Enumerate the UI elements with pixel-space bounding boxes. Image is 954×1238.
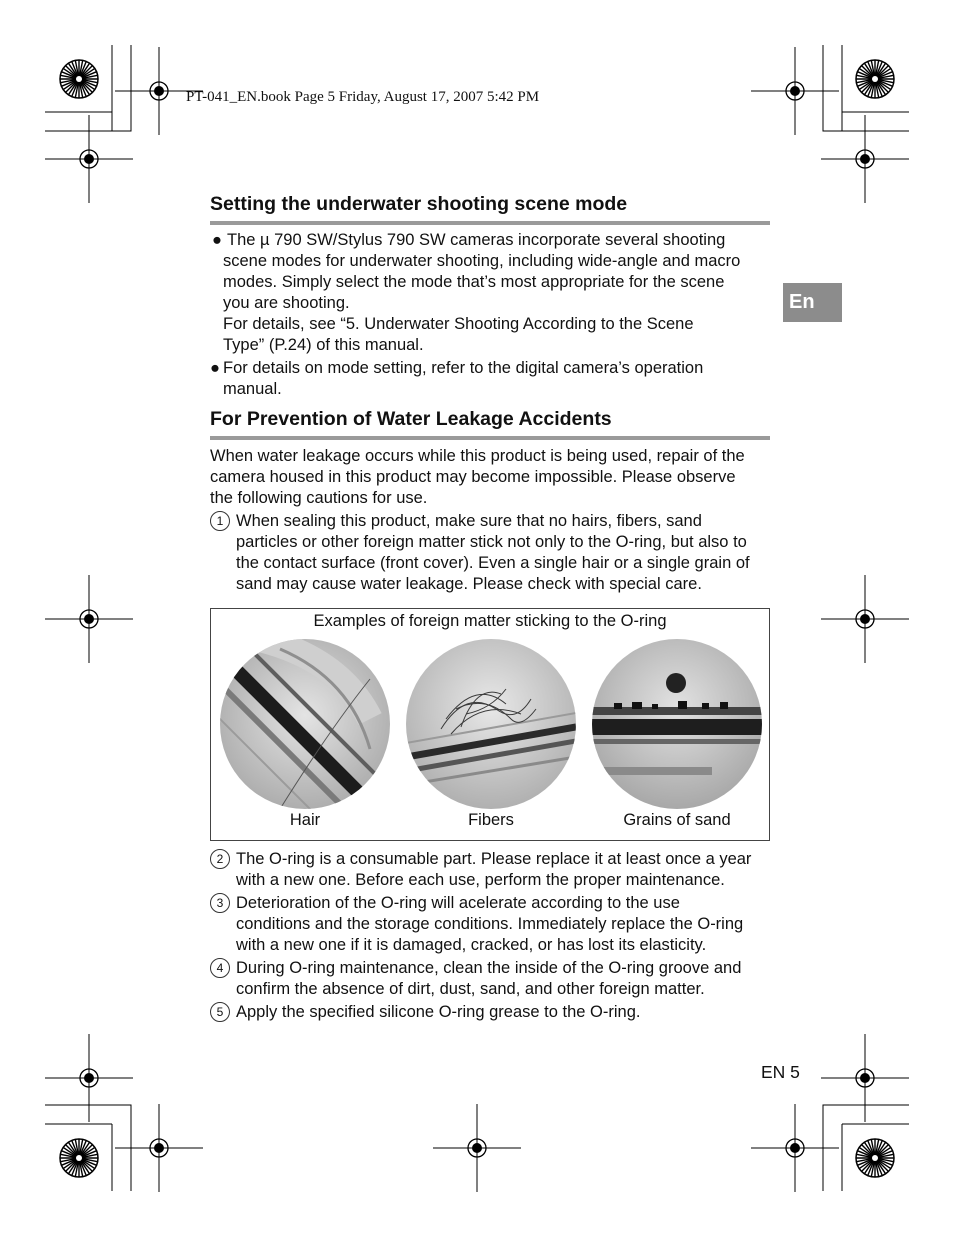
- photo-hair: [220, 639, 390, 809]
- bullet1-line1: The µ 790 SW/Stylus 790 SW cameras incorporate several shooting: [227, 231, 726, 249]
- item2-line1: The O-ring is a consumable part. Please replace it at least once a year: [236, 850, 752, 868]
- figure-foreign-matter: [210, 608, 770, 841]
- item3-line1: Deterioration of the O-ring will acelerate according to the use: [236, 894, 680, 912]
- item1-line3: the contact surface (front cover). Even a single hair or a single grain of: [236, 554, 750, 572]
- label-hair: Hair: [289, 811, 321, 829]
- section-title-scene-mode: Setting the underwater shooting scene mode: [210, 193, 628, 215]
- book-header-line: PT-041_EN.book Page 5 Friday, August 17, 2007 5:42 PM: [186, 89, 540, 105]
- label-fibers: Fibers: [468, 811, 514, 829]
- item4-line2: confirm the absence of dirt, dust, sand, and other foreign matter.: [236, 980, 705, 998]
- item-number-badge: 3: [210, 893, 230, 913]
- item-number-badge: 2: [210, 849, 230, 869]
- language-tab-en: En: [783, 283, 842, 322]
- bullet2-line2: manual.: [223, 380, 282, 398]
- bullet1-line5: For details, see “5. Underwater Shooting According to the Scene: [223, 315, 694, 333]
- bullet2-line1: For details on mode setting, refer to the digital camera’s operation: [223, 359, 704, 377]
- bullet-icon: ●: [212, 231, 222, 249]
- figure-caption: Examples of foreign matter sticking to the O-ring: [313, 612, 667, 630]
- item1-line4: sand may cause water leakage. Please check with special care.: [236, 575, 702, 593]
- item4-line1: During O-ring maintenance, clean the inside of the O-ring groove and: [236, 959, 742, 977]
- item3-line2: conditions and the storage conditions. Immediately replace the O-ring: [236, 915, 744, 933]
- bullet-icon: ●: [210, 359, 220, 377]
- item-number-badge: 1: [210, 511, 230, 531]
- bullet1-line3: modes. Simply select the mode that’s most appropriate for the scene: [223, 273, 725, 291]
- intro-line1: When water leakage occurs while this product is being used, repair of the: [210, 447, 745, 465]
- intro-line2: camera housed in this product may become impossible. Please observe: [210, 468, 736, 486]
- section-title-water-leakage: For Prevention of Water Leakage Accidents: [210, 408, 612, 430]
- intro-line3: the following cautions for use.: [210, 489, 428, 507]
- item1-line1: When sealing this product, make sure that no hairs, fibers, sand: [236, 512, 702, 530]
- item-number-badge: 5: [210, 1002, 230, 1022]
- section-rule: [210, 221, 770, 225]
- item-number-badge: 4: [210, 958, 230, 978]
- page-number: EN 5: [761, 1062, 800, 1082]
- photo-fibers: [406, 639, 576, 809]
- item1-line2: particles or other foreign matter stick not only to the O-ring, but also to: [236, 533, 747, 551]
- bullet1-line4: you are shooting.: [223, 294, 350, 312]
- label-sand: Grains of sand: [623, 811, 731, 829]
- section-rule: [210, 436, 770, 440]
- item2-line2: with a new one. Before each use, perform the proper maintenance.: [236, 871, 725, 889]
- bullet1-line6: Type” (P.24) of this manual.: [223, 336, 424, 354]
- photo-sand: [592, 639, 762, 809]
- bullet1-line2: scene modes for underwater shooting, including wide-angle and macro: [223, 252, 741, 270]
- item5-line1: Apply the specified silicone O-ring grease to the O-ring.: [236, 1003, 641, 1021]
- item3-line3: with a new one if it is damaged, cracked, or has lost its elasticity.: [236, 936, 707, 954]
